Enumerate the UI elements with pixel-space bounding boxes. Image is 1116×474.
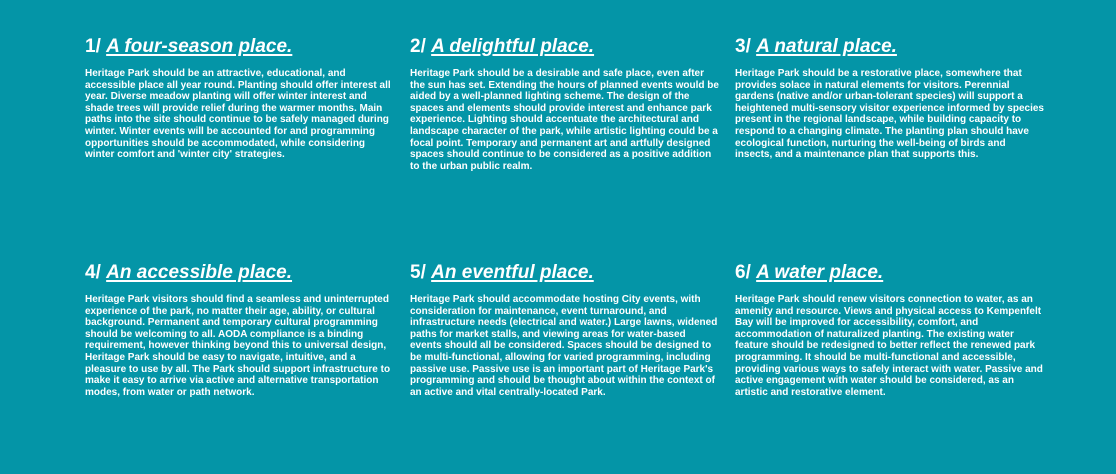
- principle-description: Heritage Park should be a restorative place, somewhere that provides solace in natural elements for visitors. Perennial gardens (native and/or urban-tolerant species) will support a heightened multi-sensory visitor experience informed by species present in the regional landscape, while building capacity to respond to a changing climate. The planting plan should have ecological function, nurturing the well-being of birds and insects, and a maintenance plan that supports this.: [735, 68, 1044, 161]
- principle-number: 1/: [85, 36, 101, 57]
- principle-number: 6/: [735, 262, 751, 283]
- principle-description: Heritage Park should renew visitors connection to water, as an amenity and resource. Views and physical access to Kempenfelt Bay will be improved for accessibility, comfort, and accommodation of naturalized planting. The existing water feature should be redesigned to better reflect the renewed park programming. It should be multi-functional and accessible, providing various ways to safely interact with water. Passive and active engagement with water should be considered, as an artistic and restorative element.: [735, 294, 1043, 398]
- principle-heading: [85, 262, 395, 284]
- principle-title: A natural place.: [756, 36, 897, 57]
- principle-description: Heritage Park should be a desirable and safe place, even after the sun has set. Extending the hours of planned events would be aided by a well-planned lighting scheme. The design of the spaces and elements should provide interest and enhance park experience. Lighting should accentuate the architectural and landscape character of the park, while artistic lighting could be a focal point. Temporary and permanent art and artfully designed spaces should continue to be considered as a positive addition to the urban public realm.: [410, 68, 719, 172]
- principle-heading: [735, 36, 1045, 58]
- principle-title: A delightful place.: [431, 36, 595, 57]
- principle-heading: [85, 36, 395, 58]
- principle-title: A four-season place.: [106, 36, 293, 57]
- principle-card-delightful: [410, 36, 720, 262]
- principle-title: An eventful place.: [431, 262, 594, 283]
- principle-title: A water place.: [756, 262, 884, 283]
- principle-card-water: [735, 262, 1045, 462]
- principle-heading: [410, 262, 720, 284]
- principle-title: An accessible place.: [106, 262, 293, 283]
- principle-card-accessible: [85, 262, 395, 462]
- principle-heading: [735, 262, 1045, 284]
- principle-description: Heritage Park should be an attractive, educational, and accessible place all year round. Planting should offer interest all year. Diverse meadow planting will offer winter interest and shade trees will provide relief during the warmer months. Main paths into the site should continue to be safely managed during winter. Winter events will be accounted for and programming opportunities should be accommodated, while considering winter comfort and 'winter city' strategies.: [85, 68, 391, 161]
- principle-number: 4/: [85, 262, 101, 283]
- principle-description: Heritage Park should accommodate hosting City events, with consideration for maintenance, event turnaround, and infrastructure needs (electrical and water.) Large lawns, widened paths for market stalls, and viewing areas for water-based events should all be considered. Spaces should be designed to be multi-functional, allowing for varied programming, including passive use. Passive use is an important part of Heritage Park's programming and should be thought about within the context of an active and vital centrally-located Park.: [410, 294, 718, 398]
- principle-card-four-season: [85, 36, 395, 262]
- principle-card-eventful: [410, 262, 720, 462]
- principle-number: 3/: [735, 36, 751, 57]
- principle-number: 5/: [410, 262, 426, 283]
- principle-heading: [410, 36, 720, 58]
- principle-card-natural: [735, 36, 1045, 262]
- principle-description: Heritage Park visitors should find a seamless and uninterrupted experience of the park, no matter their age, ability, or cultural background. Permanent and temporary cultural programming should be welcoming to all. AODA compliance is a binding requirement, however thinking beyond this to universal design, Heritage Park should be easy to navigate, intuitive, and a pleasure to use by all. The Park should support infrastructure to make it easy to arrive via active and alternative transportation modes, from water or path network.: [85, 294, 391, 398]
- principle-number: 2/: [410, 36, 426, 57]
- principles-grid: [85, 36, 1065, 462]
